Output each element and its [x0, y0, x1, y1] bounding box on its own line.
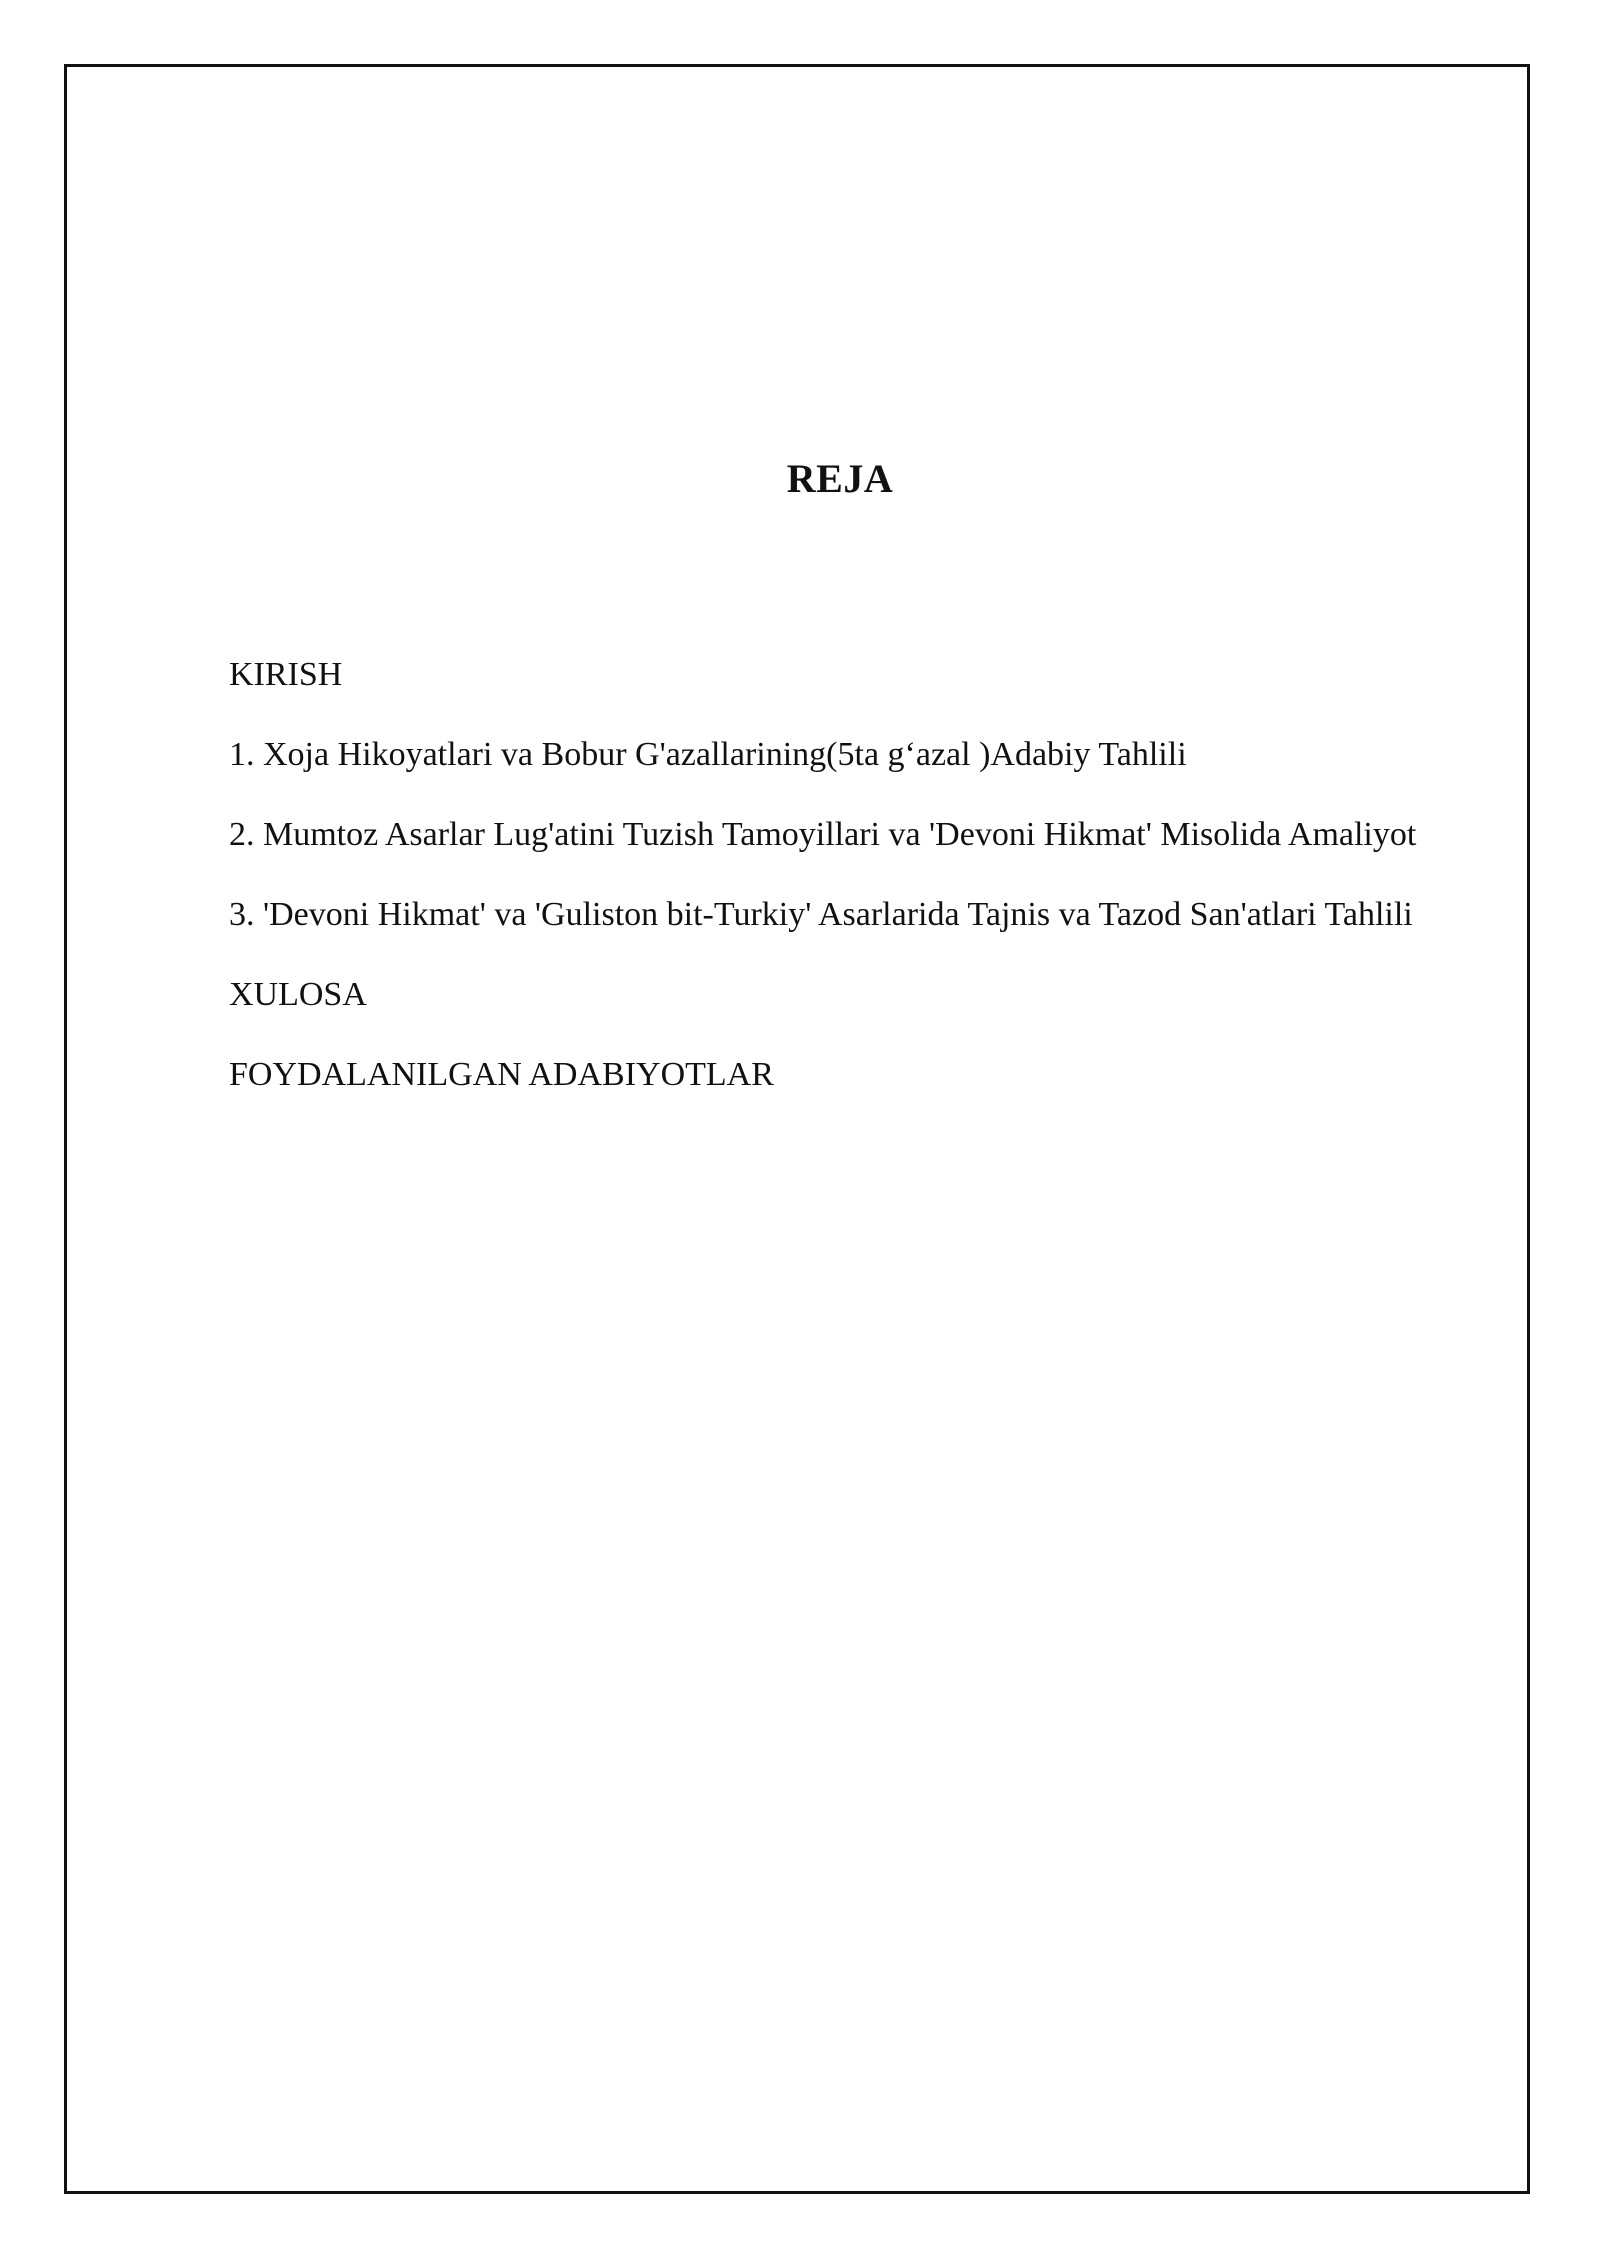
document-title: REJA: [786, 456, 894, 501]
plan-item-references: FOYDALANILGAN ADABIYOTLAR: [229, 1056, 774, 1093]
plan-list: [229, 642, 1459, 1122]
page-border: [64, 64, 1530, 2194]
plan-item-introduction: KIRISH: [229, 656, 343, 693]
plan-item-chapter-1: 1. Xoja Hikoyatlari va Bobur G'azallarining(5ta g‘azal )Adabiy Tahlili: [229, 736, 1187, 773]
plan-item-conclusion: XULOSA: [229, 976, 367, 1013]
plan-item-chapter-2: 2. Mumtoz Asarlar Lug'atini Tuzish Tamoyillari va 'Devoni Hikmat' Misolida Amaliyot: [229, 816, 1417, 853]
plan-item-chapter-3: 3. 'Devoni Hikmat' va 'Guliston bit-Turkiy' Asarlarida Tajnis va Tazod San'atlari Tahlili: [229, 896, 1413, 933]
